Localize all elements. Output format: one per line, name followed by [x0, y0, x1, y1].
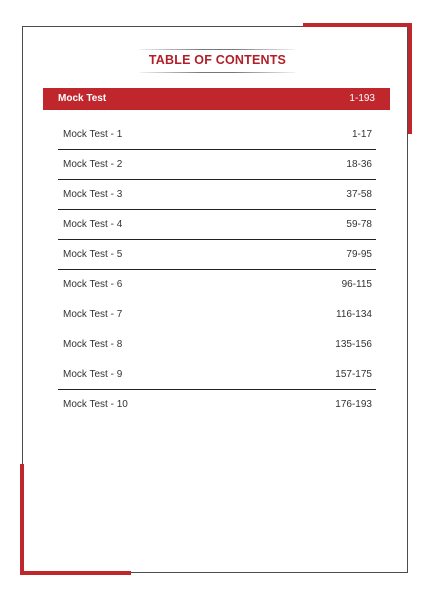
toc-entry-pages: 135-156: [335, 339, 372, 350]
toc-entry[interactable]: [58, 330, 376, 360]
toc-entry-pages: 37-58: [346, 189, 372, 200]
toc-entry-name: Mock Test - 4: [63, 219, 123, 230]
toc-entry[interactable]: [58, 390, 376, 420]
page-title: TABLE OF CONTENTS: [148, 53, 287, 67]
toc-list: [58, 120, 376, 420]
toc-entry-pages: 96-115: [341, 279, 372, 290]
corner-accent-bottom-left-vertical: [20, 464, 24, 575]
toc-entry-pages: 1-17: [351, 129, 372, 140]
toc-entry-pages: 59-78: [346, 219, 372, 230]
toc-entry-name: Mock Test - 7: [63, 309, 123, 320]
section-header-label: Mock Test: [58, 93, 107, 104]
toc-entry-pages: 157-175: [335, 369, 372, 380]
toc-entry[interactable]: [58, 120, 376, 150]
toc-entry[interactable]: [58, 360, 376, 390]
toc-entry-name: Mock Test - 8: [63, 339, 123, 350]
toc-entry-name: Mock Test - 3: [63, 189, 123, 200]
section-header-page-range: 1-193: [349, 93, 375, 104]
toc-entry-name: Mock Test - 6: [63, 279, 123, 290]
toc-entry[interactable]: [58, 180, 376, 210]
corner-accent-top-right-vertical: [408, 23, 412, 134]
corner-accent-top-right: [303, 23, 412, 27]
corner-accent-bottom-left: [20, 571, 131, 575]
toc-entry-name: Mock Test - 1: [63, 129, 123, 140]
title-rule-top: [140, 49, 295, 50]
toc-entry[interactable]: [58, 210, 376, 240]
toc-entry[interactable]: [58, 300, 376, 330]
toc-entry-name: Mock Test - 2: [63, 159, 123, 170]
toc-entry-pages: 116-134: [336, 309, 372, 320]
toc-entry-pages: 176-193: [335, 399, 372, 410]
title-rule-bottom: [140, 72, 295, 73]
toc-entry[interactable]: [58, 240, 376, 270]
toc-entry-name: Mock Test - 10: [63, 399, 128, 410]
section-header[interactable]: [43, 88, 390, 110]
toc-entry[interactable]: [58, 150, 376, 180]
toc-entry-name: Mock Test - 5: [63, 249, 123, 260]
toc-entry[interactable]: [58, 270, 376, 300]
title-block: [140, 47, 295, 77]
toc-entry-pages: 18-36: [346, 159, 372, 170]
toc-entry-name: Mock Test - 9: [63, 369, 123, 380]
toc-entry-pages: 79-95: [346, 249, 372, 260]
